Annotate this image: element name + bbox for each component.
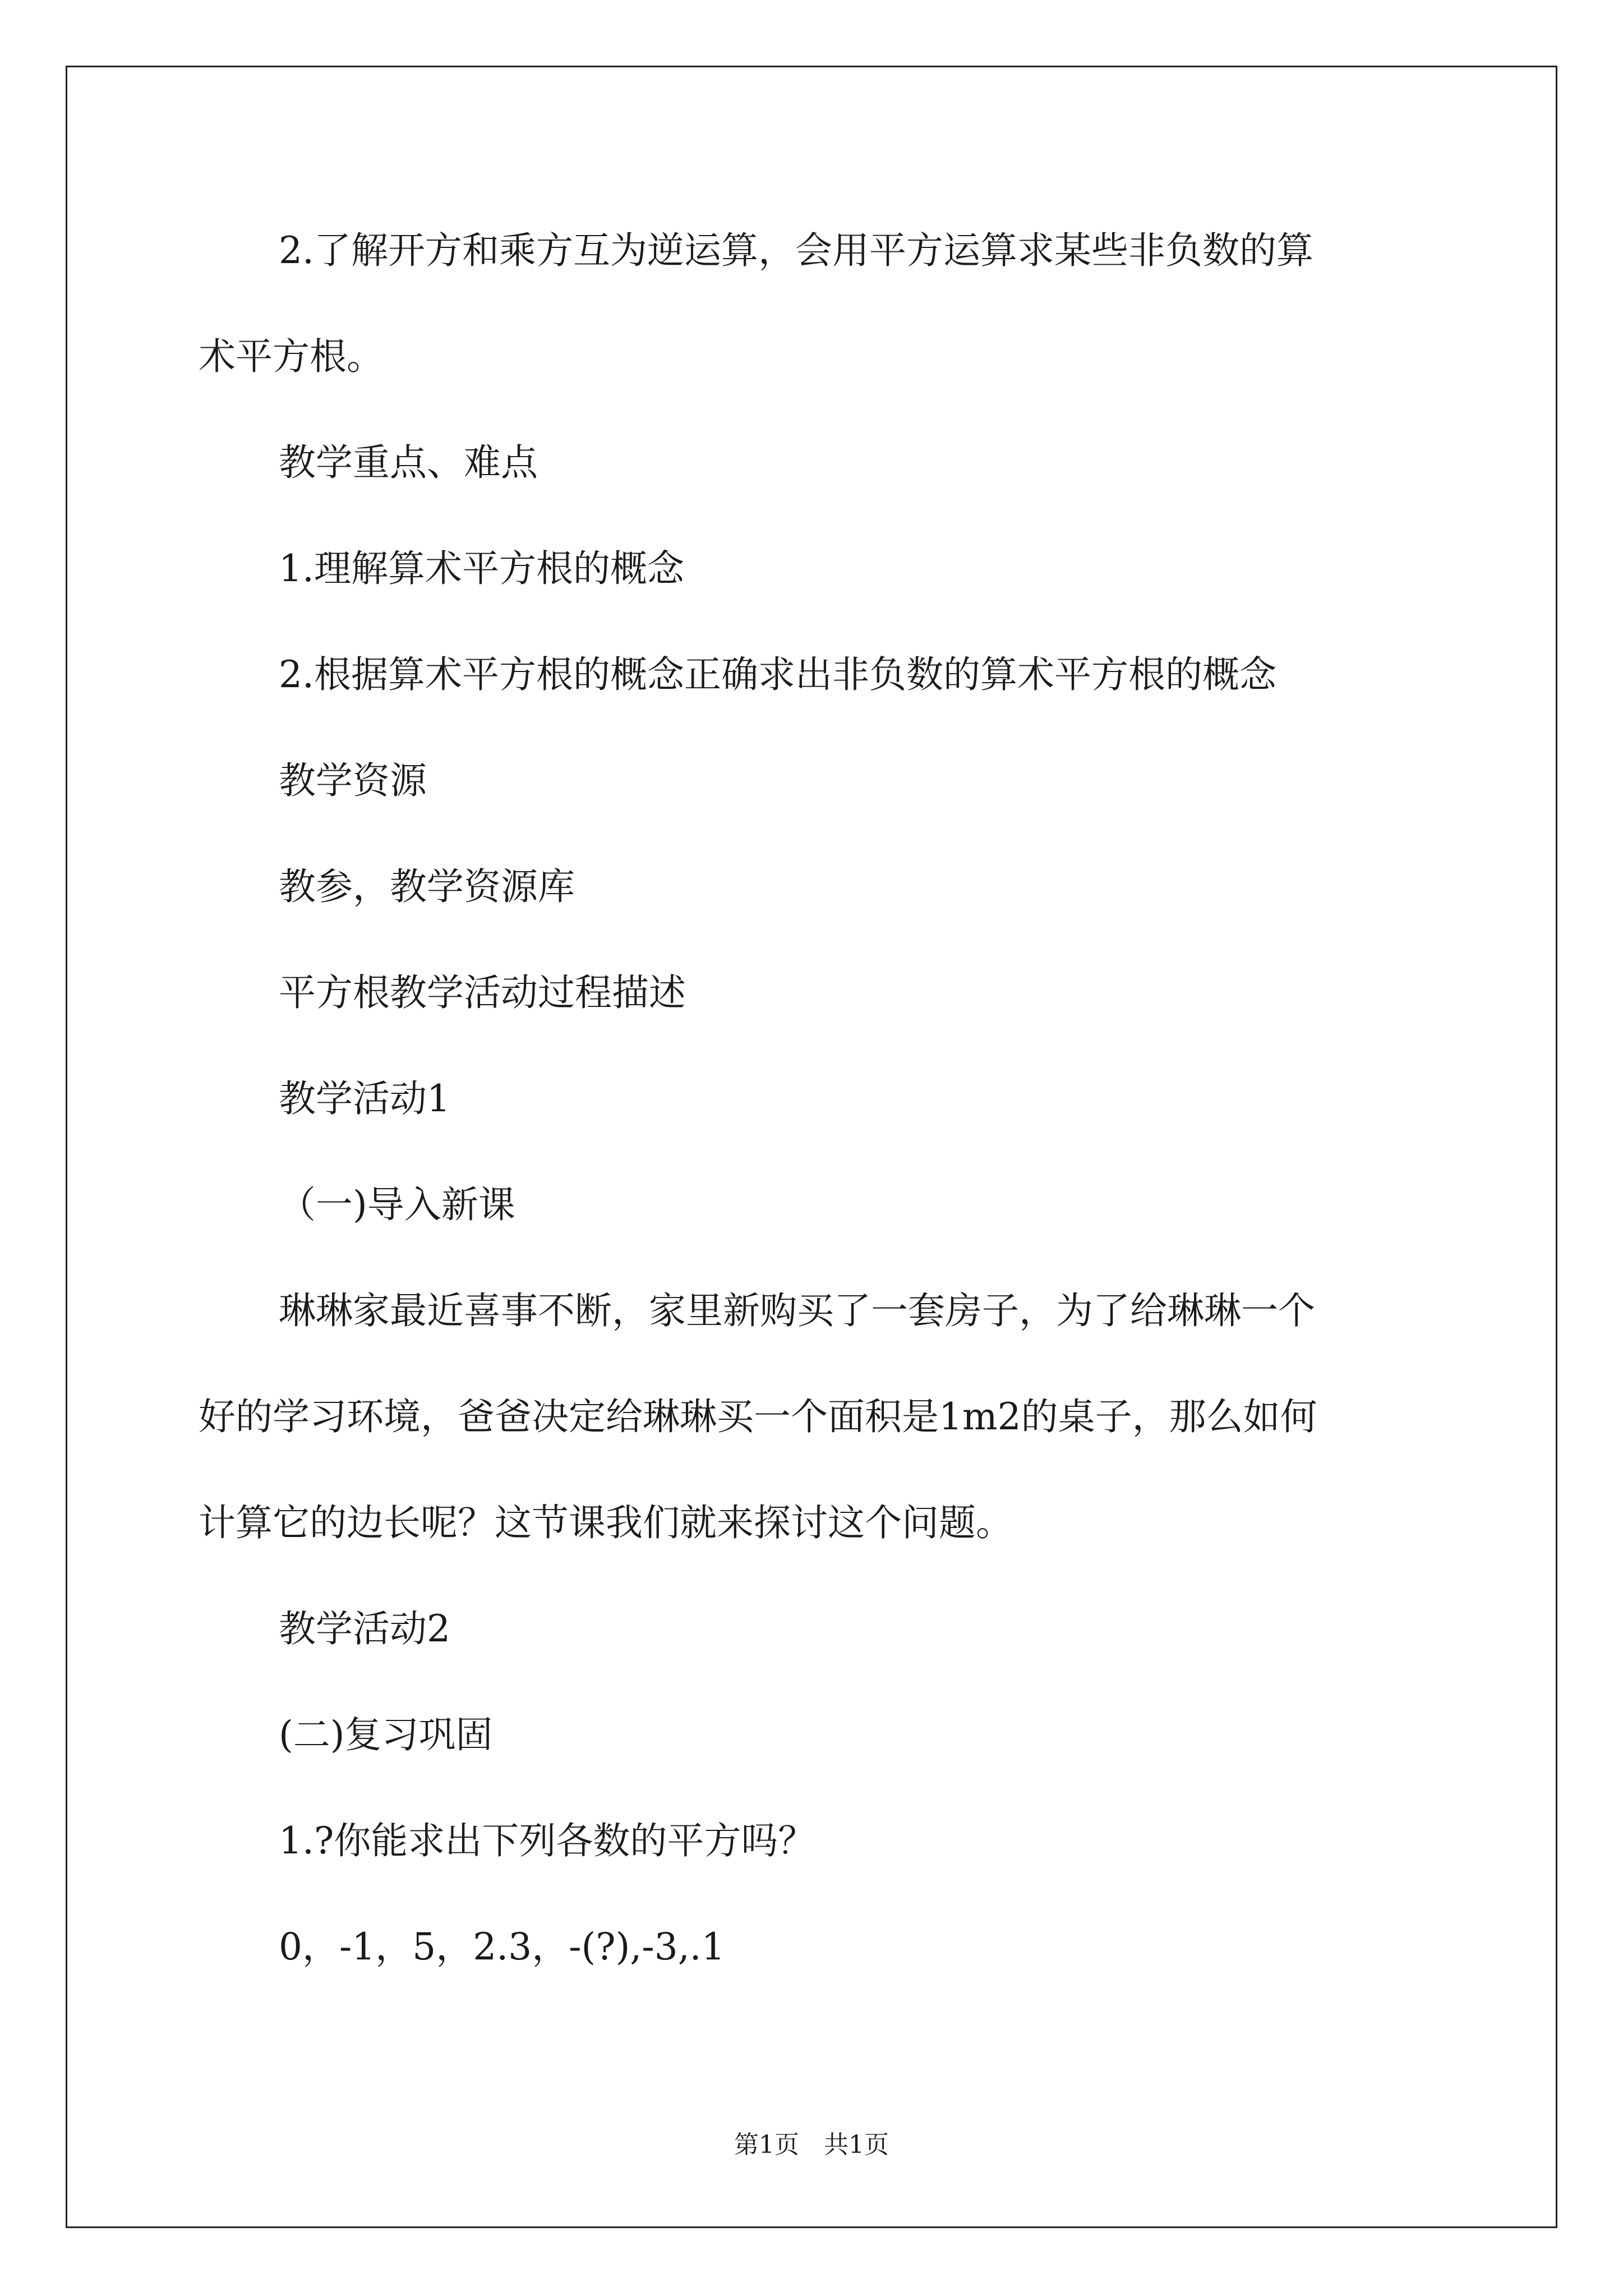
section-heading: 平方根教学活动过程描述 — [279, 971, 686, 1014]
paragraph-line: 1.理解算术平方根的概念 — [279, 547, 684, 590]
section-heading: 教学活动2 — [279, 1607, 450, 1650]
paragraph-line: 0，-1，5，2.3，-(?),-3,.1 — [279, 1925, 725, 1968]
paragraph-line: 2.根据算术平方根的概念正确求出非负数的算术平方根的概念 — [279, 653, 1276, 696]
paragraph-line: 术平方根。 — [199, 335, 384, 378]
subsection-heading: （一)导入新课 — [279, 1183, 515, 1226]
paragraph-line: 计算它的边长呢？这节课我们就来探讨这个问题。 — [199, 1501, 1013, 1544]
paragraph-line: 2.了解开方和乘方互为逆运算，会用平方运算求某些非负数的算 — [279, 229, 1313, 272]
page-footer: 第1页 共1页 — [734, 2131, 889, 2159]
paragraph-line: 琳琳家最近喜事不断，家里新购买了一套房子，为了给琳琳一个 — [279, 1289, 1315, 1332]
paragraph-line: 好的学习环境，爸爸决定给琳琳买一个面积是1m2的桌子，那么如何 — [199, 1395, 1317, 1438]
paragraph-line: 教参，教学资源库 — [279, 865, 575, 908]
section-heading: 教学重点、难点 — [279, 441, 538, 484]
subsection-heading: (二)复习巩固 — [279, 1713, 493, 1756]
paragraph-line: 1.?你能求出下列各数的平方吗？ — [279, 1819, 815, 1862]
section-heading: 教学资源 — [279, 759, 427, 802]
section-heading: 教学活动1 — [279, 1077, 450, 1120]
